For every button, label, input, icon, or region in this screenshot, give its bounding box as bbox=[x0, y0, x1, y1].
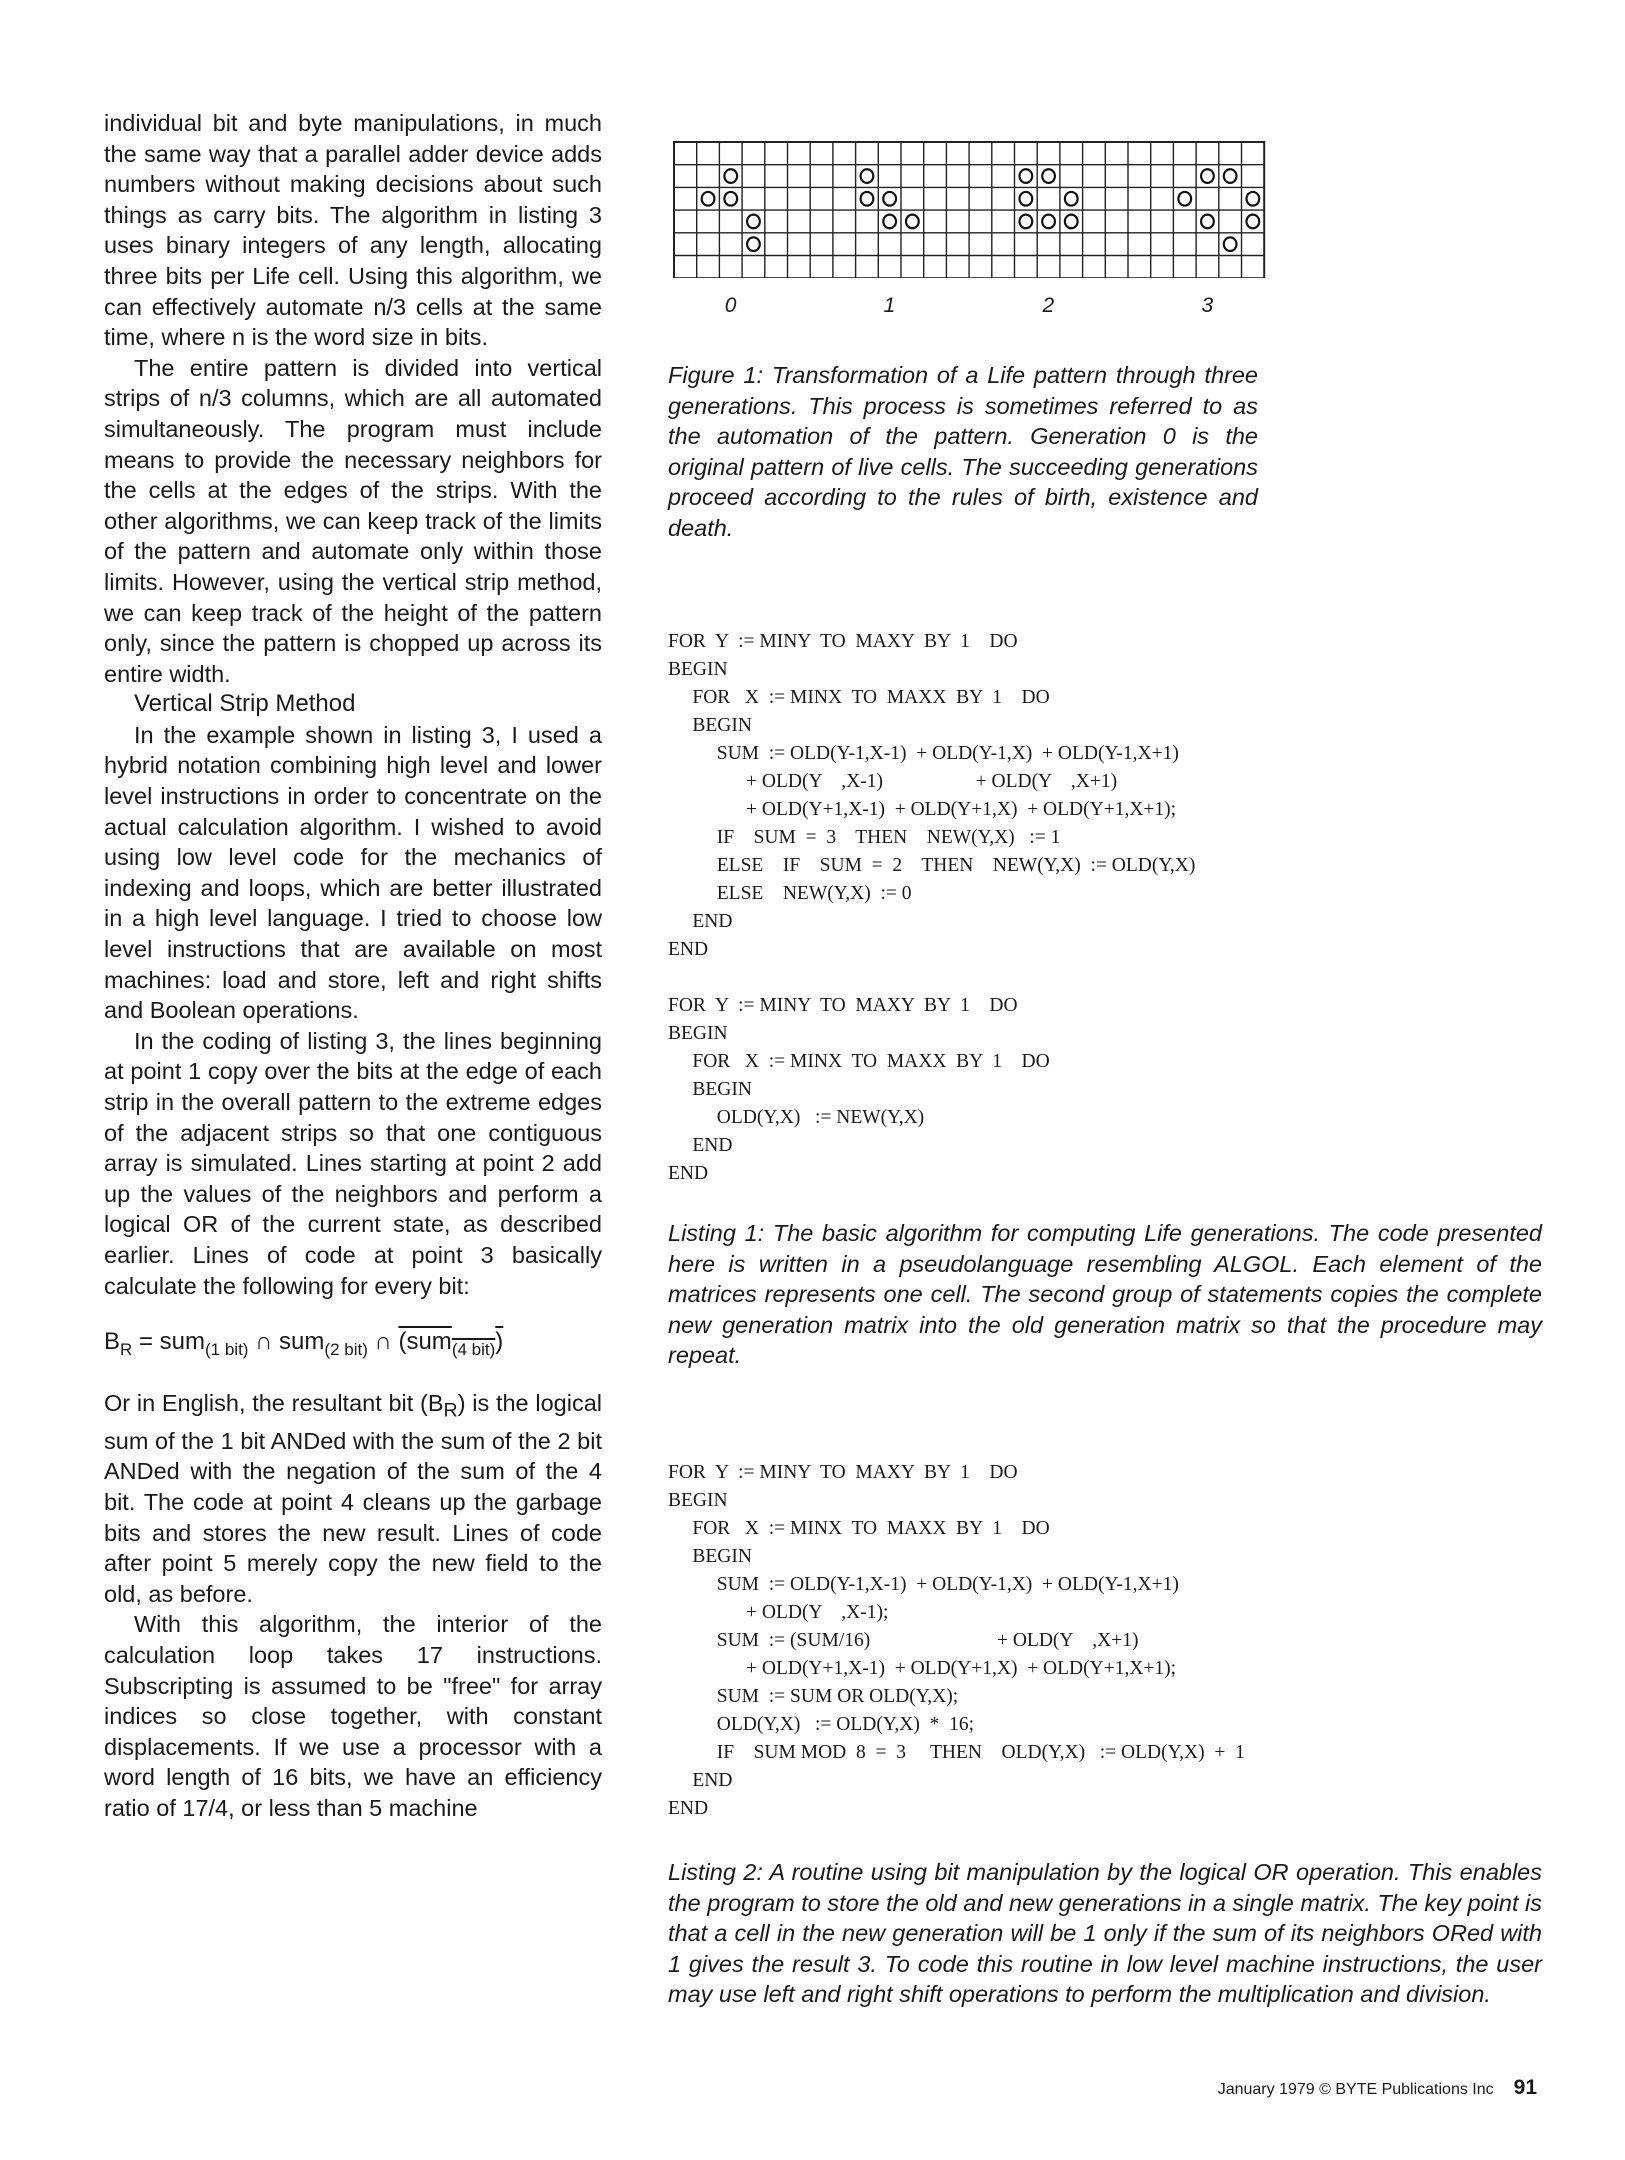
live-cell bbox=[861, 169, 874, 183]
live-cell bbox=[861, 192, 874, 206]
live-cell bbox=[1042, 215, 1055, 229]
live-cell bbox=[1224, 237, 1237, 251]
body-paragraph bbox=[104, 1388, 602, 1610]
formula-neg-close: ) bbox=[495, 1328, 504, 1356]
live-cell bbox=[1065, 215, 1078, 229]
generation-labels bbox=[672, 294, 1266, 330]
body-paragraph: With this algorithm, the interior of the calculation loop takes 17 instructions. Subscripting is assumed to be "free" for array indices so close together, with constant displacements. If we use a processor with a word length of 16 bits, we have an efficiency ratio of 17/4, or less than 5 machine bbox=[104, 1611, 602, 1821]
live-cell bbox=[747, 215, 760, 229]
para5-sub: R bbox=[443, 1399, 458, 1422]
page-number: 91 bbox=[1513, 2076, 1537, 2099]
generation-label: 2 bbox=[1042, 294, 1055, 317]
para5-rest: ) is the logical sum of the 1 bit ANDed with the sum of the 2 bit ANDed with the negation of the sum of the 4 bit. The code at point 4 cleans up the garbage bits and stores the new result. Lines of code after point 5 merely copy the new field to the old, as before. bbox=[104, 1389, 602, 1607]
live-cell bbox=[1178, 192, 1191, 206]
live-cell bbox=[883, 192, 896, 206]
formula-op-2: ∩ bbox=[367, 1328, 399, 1356]
generation-label: 0 bbox=[724, 294, 737, 317]
live-cell bbox=[1065, 192, 1078, 206]
generation-label: 3 bbox=[1201, 294, 1214, 317]
formula-sub-3: (4 bit) bbox=[451, 1339, 496, 1359]
live-cell bbox=[1201, 215, 1214, 229]
live-cell bbox=[906, 215, 919, 229]
live-cell bbox=[1246, 192, 1259, 206]
live-cell bbox=[724, 192, 737, 206]
page-footer bbox=[1218, 2076, 1537, 2100]
listing-2-code: FOR Y := MINY TO MAXY BY 1 DO BEGIN FOR X := MINX TO MAXX BY 1 DO BEGIN SUM := OLD(Y-1,X-1) + OLD(Y-1,X) + OLD(Y-1,X+1) + OLD(Y ,X-1); SUM := (SUM/16) + OLD(Y ,X+1) + OLD(Y+1,X-1) + OLD(Y+1,X) + OLD(Y+1,X+1); SUM := SUM OR OLD(Y,X); OLD(Y,X) := OLD(Y,X) * 16; IF SUM MOD 8 = 3 THEN OLD(Y,X) := OLD(Y,X) + 1 END END bbox=[668, 1462, 1245, 1819]
live-cell bbox=[1042, 169, 1055, 183]
section-heading: Vertical Strip Method bbox=[134, 690, 356, 718]
live-cell bbox=[1019, 169, 1032, 183]
body-paragraph: In the coding of listing 3, the lines beginning at point 1 copy over the bits at the edge of each strip in the overall pattern to the extreme edges of the adjacent strips so that one contiguous array is simulated. Lines starting at point 2 add up the values of the neighbors and perform a logical OR of the current state, as described earlier. Lines of code at point 3 basically calculate the following for every bit: bbox=[104, 1027, 602, 1299]
body-paragraph: In the example shown in listing 3, I used a hybrid notation combining high level and lower level instructions in order to concentrate on the actual calculation algorithm. I wished to avoid using low level code for the mechanics of indexing and loops, which are better illustrated in a high level language. I tried to choose low level instructions that are available on most machines: load and store, left and right shifts and Boolean operations. bbox=[104, 721, 602, 1024]
formula-op-1: ∩ sum bbox=[248, 1328, 325, 1356]
footer-publication: January 1979 © BYTE Publications Inc bbox=[1217, 2081, 1494, 2098]
live-cell bbox=[747, 237, 760, 251]
formula-lhs: B bbox=[104, 1328, 121, 1356]
live-cell bbox=[1019, 192, 1032, 206]
figure-1 bbox=[672, 140, 1266, 330]
formula-sub-1: (1 bit) bbox=[205, 1339, 249, 1359]
life-grid bbox=[672, 140, 1266, 278]
listing-2-caption: Listing 2: A routine using bit manipulation by the logical OR operation. This enables the program to store the old and new generations in a single matrix. The key point is that a cell in the new generation will be 1 only if the sum of its neighbors ORed with 1 gives the result 3. To code this routine in low level machine instructions, the user may use left and right shift operations to perform the multiplication and division. bbox=[668, 1859, 1542, 2008]
formula-sub-2: (2 bit) bbox=[324, 1339, 368, 1359]
formula-eq: = sum bbox=[132, 1328, 205, 1356]
live-cell bbox=[883, 215, 896, 229]
live-cell bbox=[1224, 169, 1237, 183]
live-cell bbox=[724, 169, 737, 183]
body-paragraph: The entire pattern is divided into vertical strips of n/3 columns, which are all automated simultaneously. The program must include means to provide the necessary neighbors for the cells at the edges of the strips. With the other algorithms, we can keep track of the limits of the pattern and automate only within those limits. However, using the vertical strip method, we can keep track of the height of the pattern only, since the pattern is chopped up across its entire width. bbox=[104, 354, 602, 687]
live-cell bbox=[1246, 215, 1259, 229]
formula-lhs-sub: R bbox=[120, 1339, 133, 1359]
figure-1-caption: Figure 1: Transformation of a Life pattern through three generations. This process is sometimes referred to as the automation of the pattern. Generation 0 is the original pattern of live cells. The succeeding generations proceed according to the rules of birth, existence and death. bbox=[668, 362, 1258, 541]
listing-1-code: FOR Y := MINY TO MAXY BY 1 DO BEGIN FOR X := MINX TO MAXX BY 1 DO BEGIN SUM := OLD(Y-1,X-1) + OLD(Y-1,X) + OLD(Y-1,X+1) + OLD(Y ,X-1) + OLD(Y ,X+1) + OLD(Y+1,X-1) + OLD(Y+1,X) + OLD(Y+1,X+1); IF SUM = 3 THEN NEW(Y,X) := 1 ELSE IF SUM = 2 THEN NEW(Y,X) := OLD(Y,X) ELSE NEW(Y,X) := 0 END END FOR Y := MINY TO MAXY BY 1 DO BEGIN FOR X := MINX TO MAXX BY 1 DO BEGIN OLD(Y,X) := NEW(Y,X) END END bbox=[668, 631, 1196, 1184]
left-column bbox=[104, 108, 602, 1824]
generation-label: 1 bbox=[883, 294, 896, 317]
formula-negated-term bbox=[398, 1328, 504, 1359]
live-cell bbox=[702, 192, 715, 206]
boolean-formula bbox=[104, 1327, 602, 1365]
listing-1-caption: Listing 1: The basic algorithm for computing Life generations. The code presented here is written in a pseudolanguage resembling ALGOL. Each element of the matrices represents one cell. The second group of statements copies the complete new generation matrix into the old generation matrix so that the procedure may repeat. bbox=[668, 1220, 1542, 1369]
body-paragraph: individual bit and byte manipulations, in much the same way that a parallel adder device adds numbers without making decisions about such things as carry bits. The algorithm in listing 3 uses binary integers of any length, allocating three bits per Life cell. Using this algorithm, we can effectively automate n/3 cells at the same time, where n is the word size in bits. bbox=[104, 110, 602, 351]
live-cell bbox=[1019, 215, 1032, 229]
formula-neg-open: (sum bbox=[398, 1328, 452, 1356]
para5-start: Or in English, the resultant bit (B bbox=[104, 1389, 444, 1416]
live-cell bbox=[1201, 169, 1214, 183]
